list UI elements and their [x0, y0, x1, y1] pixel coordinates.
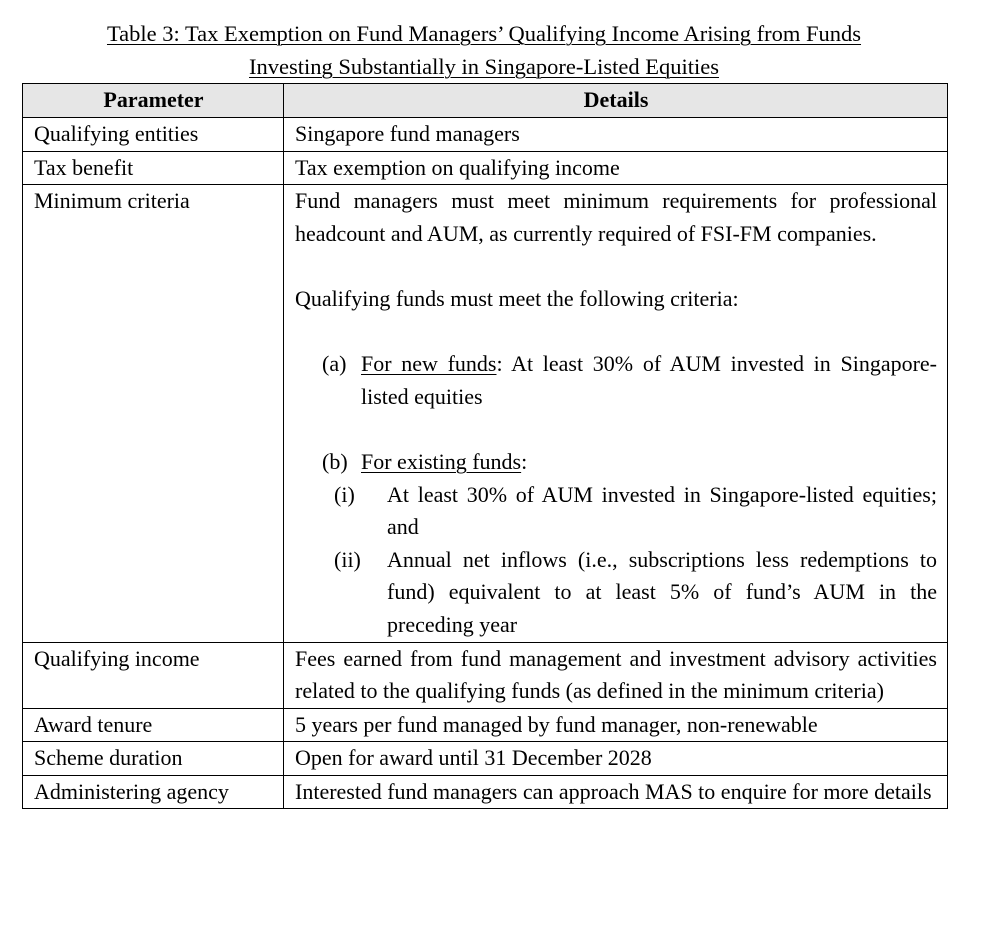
param-tax-benefit: Tax benefit: [23, 151, 284, 185]
caption-line-2: Investing Substantially in Singapore-Listed Equities: [249, 54, 719, 79]
header-details: Details: [284, 84, 948, 118]
header-parameter: Parameter: [23, 84, 284, 118]
details-scheme-duration: Open for award until 31 December 2028: [284, 742, 948, 776]
criterion-b-label: (b): [322, 448, 348, 474]
criterion-a-text: : At least 30% of AUM invested in Singapore-listed equities: [361, 351, 937, 409]
criteria-intro: Fund managers must meet minimum requirements for professional headcount and AUM, as currently required of FSI-FM companies.: [295, 188, 937, 246]
caption-line-1: Table 3: Tax Exemption on Fund Managers’ Qualifying Income Arising from Funds: [106, 21, 862, 46]
criterion-b: [322, 446, 937, 479]
table-row: [23, 642, 948, 708]
param-qualifying-entities: Qualifying entities: [23, 118, 284, 152]
details-award-tenure: 5 years per fund managed by fund manager, non-renewable: [284, 708, 948, 742]
param-award-tenure: Award tenure: [23, 708, 284, 742]
table-row: [23, 185, 948, 642]
criterion-a-title: For new funds: [361, 351, 497, 377]
table-row: [23, 775, 948, 809]
details-qualifying-entities: Singapore fund managers: [284, 118, 948, 152]
criterion-b-title: For existing funds: [361, 448, 522, 474]
criterion-b-ii-label: (ii): [334, 546, 361, 572]
criterion-b-ii: [334, 544, 937, 642]
criterion-b-ii-text: Annual net inflows (i.e., subscriptions less redemptions to fund) equivalent to at least 5% of fund’s AUM in the preceding year: [387, 546, 937, 637]
param-qualifying-income: Qualifying income: [23, 642, 284, 708]
details-administering-agency: Interested fund managers can approach MAS to enquire for more details: [284, 775, 948, 809]
table-row: [23, 742, 948, 776]
details-tax-benefit: Tax exemption on qualifying income: [284, 151, 948, 185]
criterion-b-i-label: (i): [334, 481, 355, 507]
criteria-lead: Qualifying funds must meet the following criteria:: [295, 285, 739, 311]
param-minimum-criteria: Minimum criteria: [23, 185, 284, 642]
criterion-b-i: [334, 479, 937, 544]
tax-exemption-table: [22, 83, 948, 809]
table-row: [23, 118, 948, 152]
param-administering-agency: Administering agency: [23, 775, 284, 809]
criterion-a: [322, 348, 937, 413]
table-caption: [22, 17, 946, 83]
criterion-a-label: (a): [322, 351, 347, 377]
details-minimum-criteria: [284, 185, 948, 642]
details-qualifying-income: Fees earned from fund management and investment advisory activities related to the qualifying funds (as defined in the minimum criteria): [284, 642, 948, 708]
table-row: [23, 708, 948, 742]
criterion-b-i-text: At least 30% of AUM invested in Singapore-listed equities; and: [387, 481, 937, 540]
header-row: [23, 84, 948, 118]
param-scheme-duration: Scheme duration: [23, 742, 284, 776]
table-row: [23, 151, 948, 185]
criterion-b-suffix: :: [521, 448, 528, 474]
